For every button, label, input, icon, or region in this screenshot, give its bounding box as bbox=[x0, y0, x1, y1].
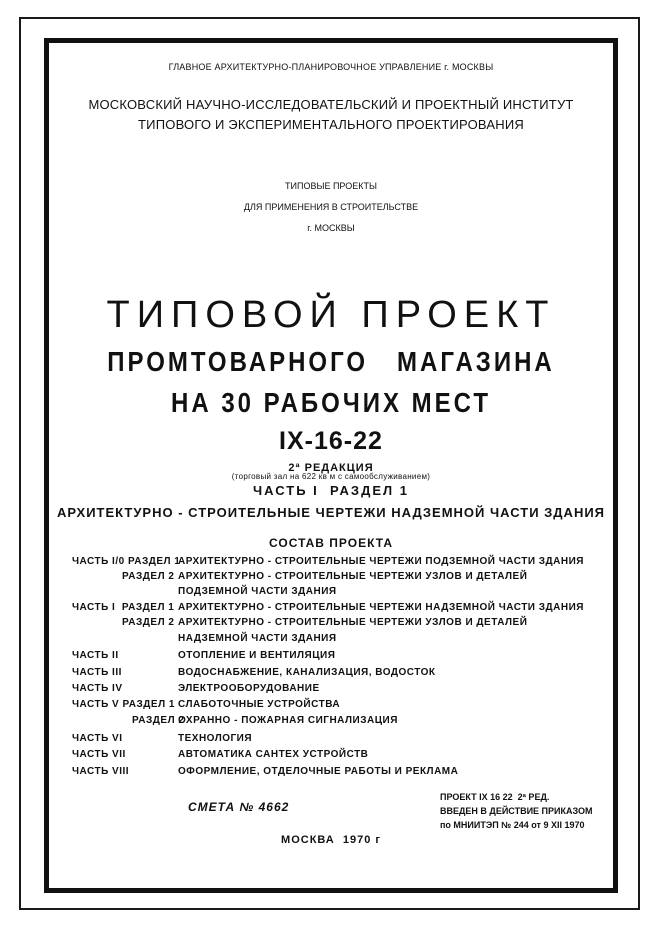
document-subtitle bbox=[0, 342, 662, 425]
purpose-line-1: ТИПОВЫЕ ПРОЕКТЫ bbox=[285, 181, 377, 191]
purpose-block bbox=[0, 176, 662, 239]
institute-line-1: МОСКОВСКИЙ НАУЧНО-ИССЛЕДОВАТЕЛЬСКИЙ И ПРОЕКТНЫЙ ИНСТИТУТ bbox=[88, 97, 574, 112]
note-line-1: ПРОЕКТ IX 16 22 2ª РЕД. bbox=[440, 792, 550, 802]
document-title: ТИПОВОЙ ПРОЕКТ bbox=[106, 294, 556, 336]
subtitle-line-1: ПРОМТОВАРНОГО МАГАЗИНА bbox=[107, 346, 555, 378]
project-code: IX-16-22 bbox=[279, 427, 383, 455]
note-line-3: по МНИИТЭП № 244 от 9 XII 1970 bbox=[440, 820, 585, 830]
estimate-number: СМЕТА № 4662 bbox=[188, 800, 290, 814]
edition-label: 2ª РЕДАКЦИЯ bbox=[288, 462, 374, 474]
institute-name bbox=[0, 95, 662, 135]
institute-line-2: ТИПОВОГО И ЭКСПЕРИМЕНТАЛЬНОГО ПРОЕКТИРОВАНИЯ bbox=[138, 117, 524, 132]
part-section-label: ЧАСТЬ I РАЗДЕЛ 1 bbox=[253, 483, 409, 498]
enactment-note bbox=[440, 790, 593, 832]
hall-note: (торговый зал на 622 кв м с самообслуживанием) bbox=[231, 472, 431, 481]
city-year: МОСКВА 1970 г bbox=[281, 834, 381, 846]
purpose-line-2: ДЛЯ ПРИМЕНЕНИЯ В СТРОИТЕЛЬСТВЕ bbox=[243, 202, 419, 212]
subtitle-line-2: НА 30 РАБОЧИХ МЕСТ bbox=[170, 388, 492, 420]
section-name: АРХИТЕКТУРНО - СТРОИТЕЛЬНЫЕ ЧЕРТЕЖИ НАДЗЕМНОЙ ЧАСТИ ЗДАНИЯ bbox=[56, 505, 606, 520]
note-line-2: ВВЕДЕН В ДЕЙСТВИЕ ПРИКАЗОМ bbox=[440, 806, 593, 816]
agency-name: ГЛАВНОЕ АРХИТЕКТУРНО-ПЛАНИРОВОЧНОЕ УПРАВЛЕНИЕ г. МОСКВЫ bbox=[168, 62, 494, 72]
composition-heading: СОСТАВ ПРОЕКТА bbox=[269, 536, 393, 550]
purpose-line-3: г. МОСКВЫ bbox=[307, 223, 355, 233]
